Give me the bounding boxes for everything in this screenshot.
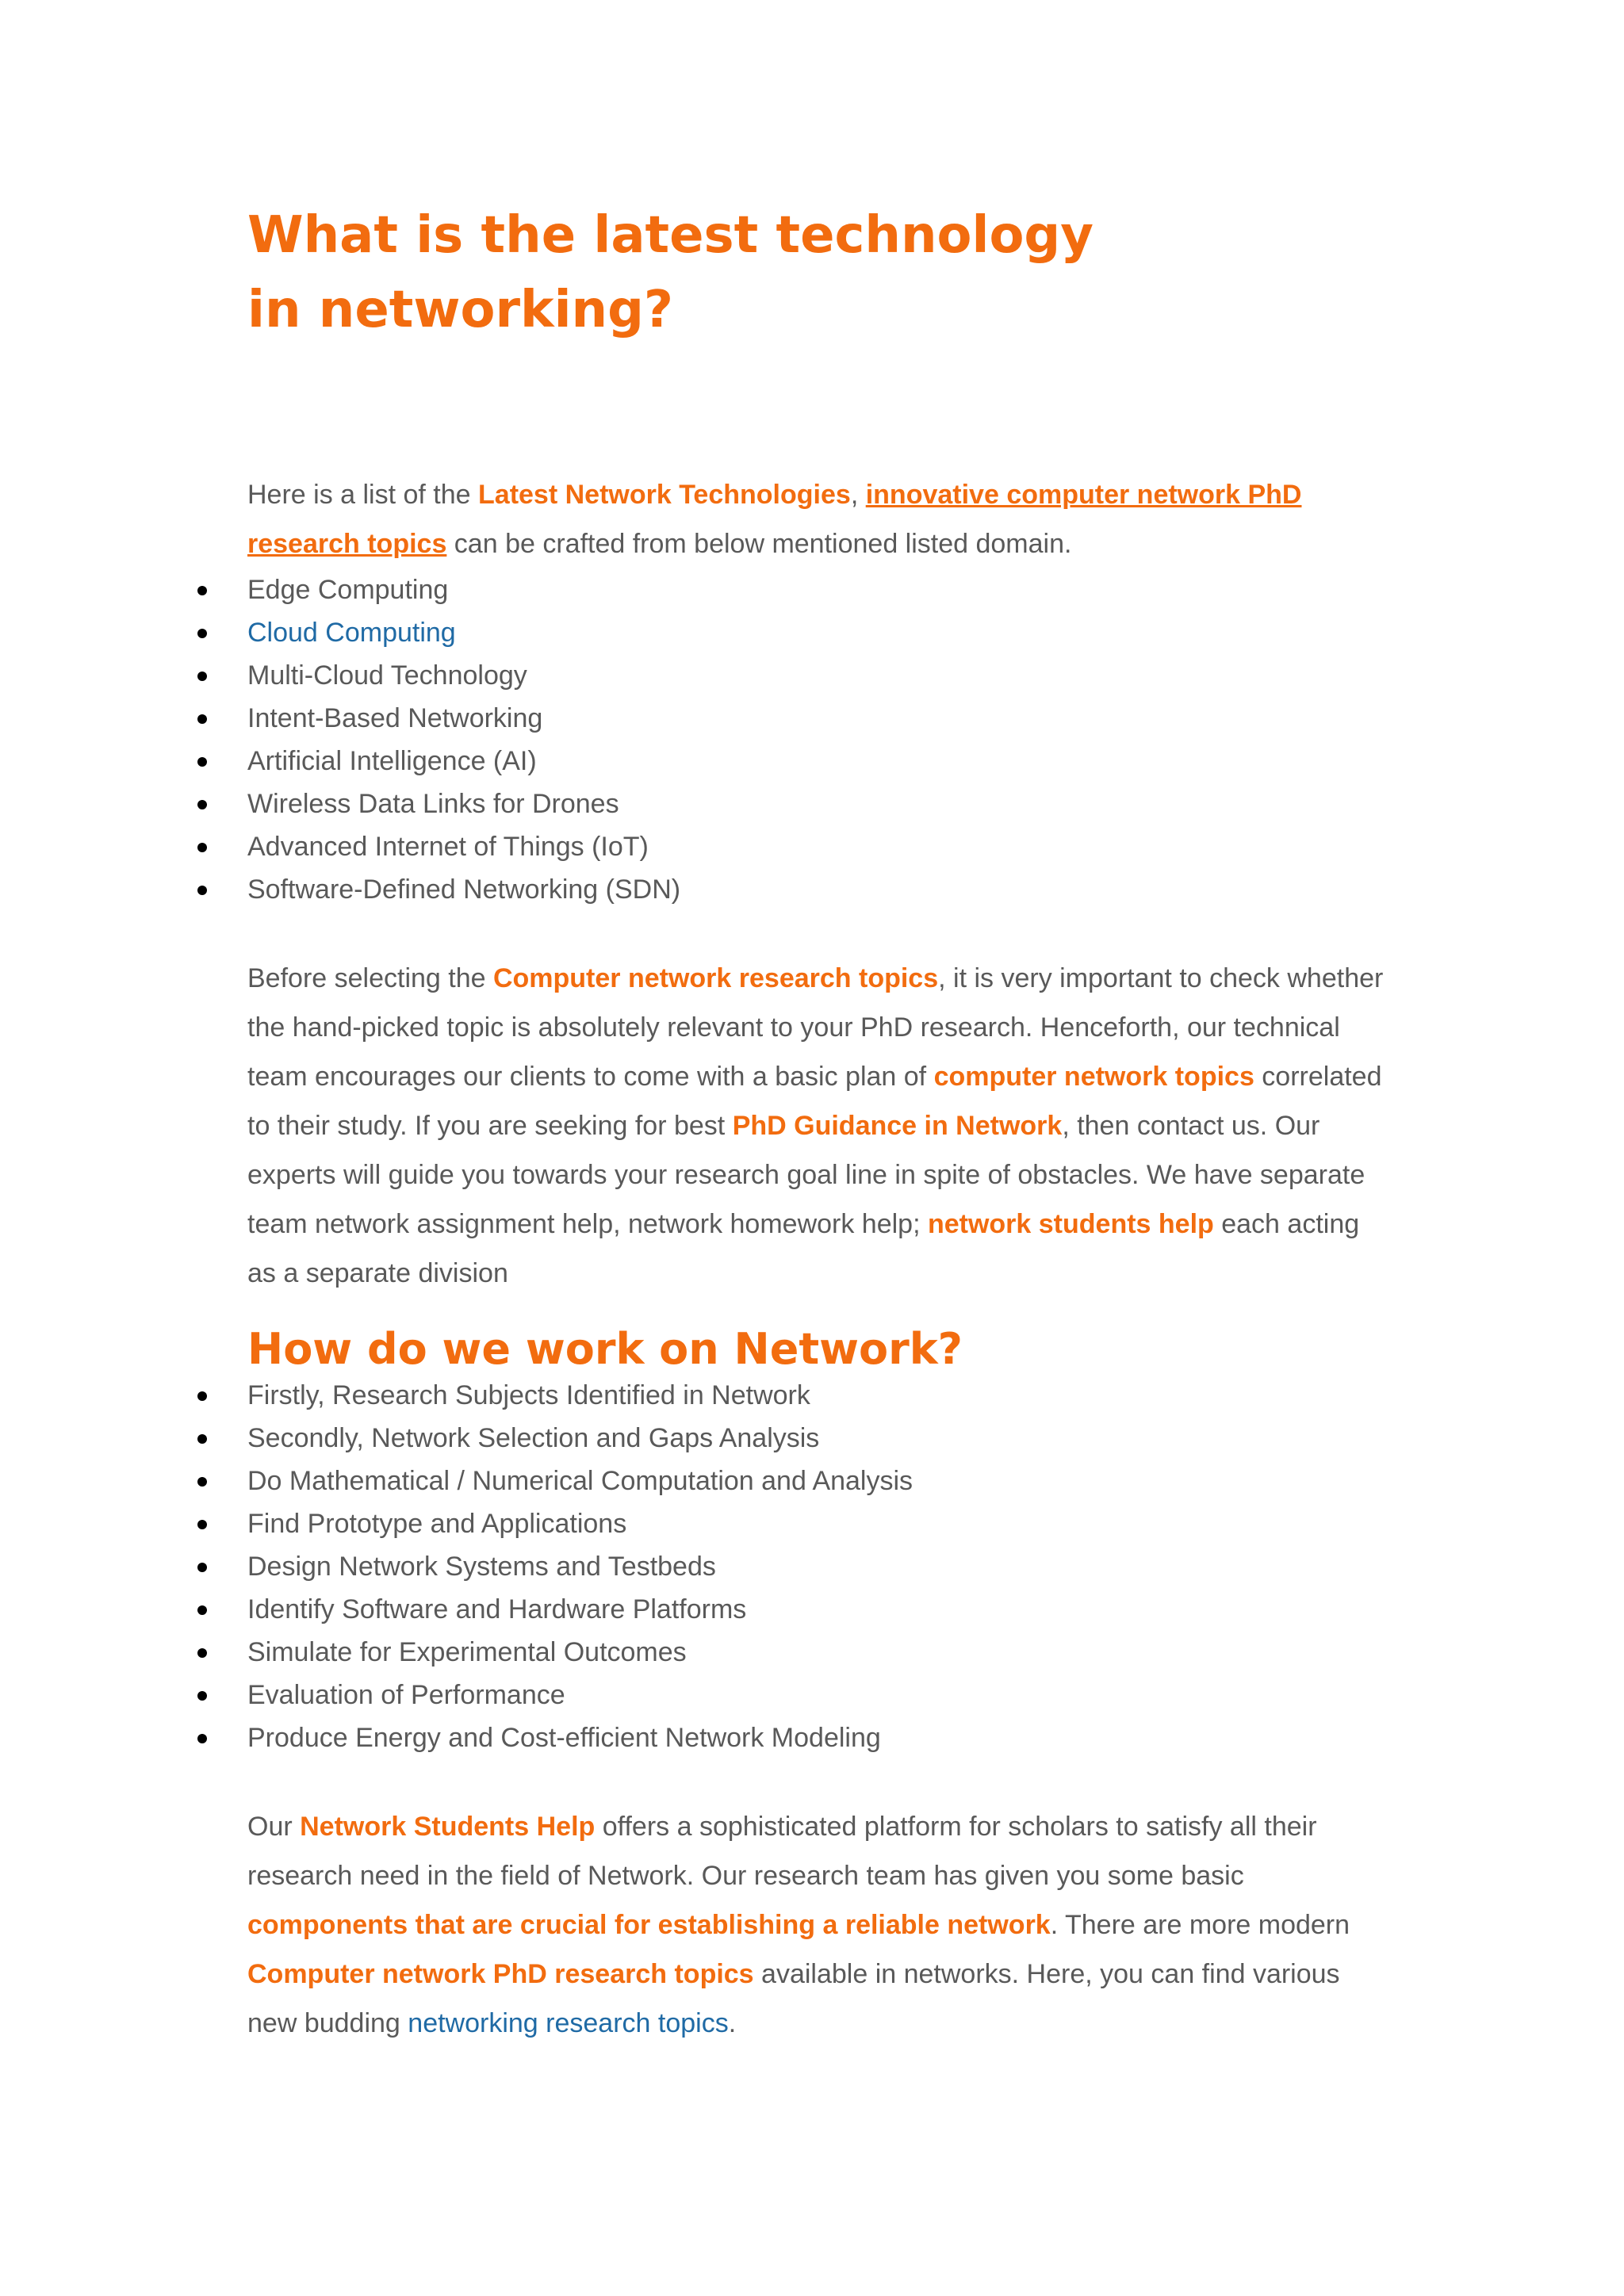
list-item-label: Find Prototype and Applications <box>247 1509 627 1539</box>
list-item <box>247 1417 1389 1460</box>
intro-text-1: Here is a list of the <box>247 480 479 510</box>
list-item-label: Intent-Based Networking <box>247 703 543 733</box>
para2-text-3: correlated to their study. If you are seeking for best <box>247 1062 1382 1141</box>
list-item <box>247 1374 1389 1417</box>
networking-research-topics-link[interactable]: networking research topics <box>408 2008 729 2038</box>
list-item-label: Firstly, Research Subjects Identified in Network <box>247 1380 810 1410</box>
para2-text-4: , then contact us. Our experts will guide you towards your research goal line in spite of obstacles. We have separate team network assignment help, network homework help; <box>247 1111 1365 1239</box>
phd-guidance-highlight: PhD Guidance in Network <box>732 1111 1063 1141</box>
bullet-icon <box>197 586 207 595</box>
bullet-icon <box>197 843 207 852</box>
work-steps-list <box>247 1374 1389 1759</box>
bullet-icon <box>197 629 207 638</box>
bullet-icon <box>197 672 207 681</box>
list-item <box>247 1674 1389 1716</box>
topic-selection-paragraph <box>247 954 1389 1298</box>
bullet-icon <box>197 886 207 895</box>
list-item <box>247 1716 1389 1759</box>
list-item-label: Simulate for Experimental Outcomes <box>247 1637 687 1667</box>
intro-text-2: , <box>850 480 866 510</box>
list-item <box>247 1502 1389 1545</box>
network-students-help-highlight: network students help <box>927 1209 1214 1239</box>
network-students-help-highlight: Network Students Help <box>300 1812 596 1842</box>
list-item <box>247 740 1389 783</box>
bullet-icon <box>197 1563 207 1572</box>
list-item <box>247 1631 1389 1674</box>
list-item <box>247 1545 1389 1588</box>
list-item-label: Produce Energy and Cost-efficient Network Modeling <box>247 1723 881 1753</box>
reliable-network-components-highlight: components that are crucial for establishing a reliable network <box>247 1910 1051 1940</box>
list-item-label: Evaluation of Performance <box>247 1680 565 1710</box>
list-item <box>247 825 1389 868</box>
list-item <box>247 1460 1389 1502</box>
list-item <box>247 868 1389 911</box>
bullet-icon <box>197 714 207 724</box>
para3-text-3: . There are more modern <box>1050 1910 1350 1940</box>
bullet-icon <box>197 1691 207 1701</box>
section-heading: How do we work on Network? <box>247 1324 963 1374</box>
list-item-label: Software-Defined Networking (SDN) <box>247 874 681 905</box>
phd-research-topics-highlight: Computer network PhD research topics <box>247 1959 754 1989</box>
list-item-label: Wireless Data Links for Drones <box>247 789 619 819</box>
computer-network-research-topics-highlight: Computer network research topics <box>492 963 939 993</box>
bullet-icon <box>197 1391 207 1401</box>
para3-text-5: . <box>728 2008 737 2038</box>
para2-text-1: Before selecting the <box>247 963 493 993</box>
bullet-icon <box>197 1734 207 1743</box>
bullet-icon <box>197 1477 207 1487</box>
list-item <box>247 697 1389 740</box>
intro-text-3: can be crafted from below mentioned listed domain. <box>446 529 1072 559</box>
document-content <box>247 198 1389 2048</box>
para3-text-4: available in networks. Here, you can find various new budding <box>247 1959 1340 2038</box>
list-item <box>247 783 1389 825</box>
bullet-icon <box>197 1434 207 1444</box>
bullet-icon <box>197 1520 207 1529</box>
phd-research-topics-link[interactable]: innovative computer network PhD research topics <box>247 480 1302 559</box>
latest-network-technologies-highlight: Latest Network Technologies <box>478 480 851 510</box>
list-item-label: Multi-Cloud Technology <box>247 660 527 691</box>
bullet-icon <box>197 757 207 767</box>
technologies-list <box>247 568 1389 911</box>
closing-paragraph <box>247 1802 1389 2048</box>
page-title: What is the latest technology in networking? <box>247 206 1094 339</box>
intro-paragraph <box>247 470 1389 568</box>
bullet-icon <box>197 800 207 809</box>
list-item <box>247 654 1389 697</box>
bullet-icon <box>197 1605 207 1615</box>
list-item <box>247 1588 1389 1631</box>
list-item <box>247 568 1389 611</box>
list-item-label: Artificial Intelligence (AI) <box>247 746 537 776</box>
para3-text-1: Our <box>247 1812 301 1842</box>
cloud-computing-link[interactable]: Cloud Computing <box>247 618 456 648</box>
list-item-label: Secondly, Network Selection and Gaps Analysis <box>247 1423 820 1453</box>
list-item <box>247 611 1389 654</box>
para2-text-2: , it is very important to check whether the hand-picked topic is absolutely relevant to your PhD research. Henceforth, our technical team encourages our clients to come with a basic plan of <box>247 963 1384 1092</box>
list-item-label: Edge Computing <box>247 575 449 605</box>
computer-network-topics-highlight: computer network topics <box>933 1062 1254 1092</box>
bullet-icon <box>197 1648 207 1658</box>
list-item-label: Design Network Systems and Testbeds <box>247 1552 716 1582</box>
list-item-label: Identify Software and Hardware Platforms <box>247 1594 747 1624</box>
para2-text-5: each acting as a separate division <box>247 1209 1360 1288</box>
list-item-label: Advanced Internet of Things (IoT) <box>247 832 649 862</box>
list-item-label: Do Mathematical / Numerical Computation and Analysis <box>247 1466 914 1496</box>
para3-text-2: offers a sophisticated platform for scholars to satisfy all their research need in the field of Network. Our research team has given you some basic <box>247 1812 1317 1891</box>
